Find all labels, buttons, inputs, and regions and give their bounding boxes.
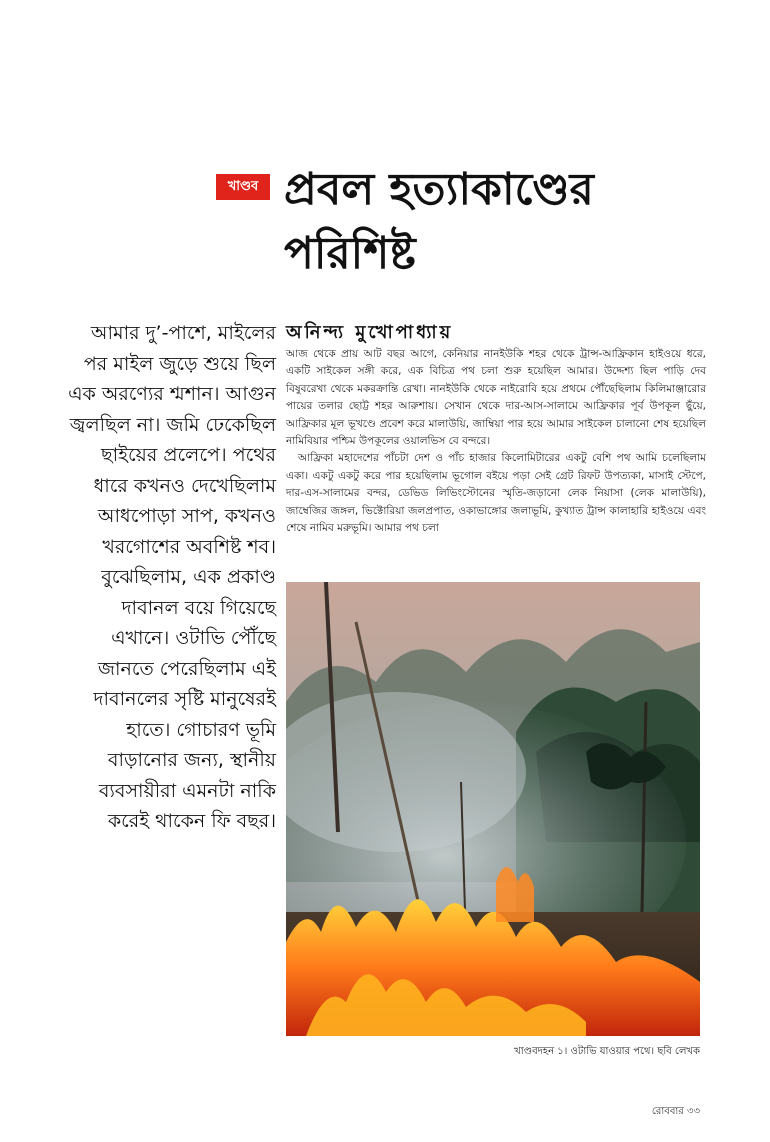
body-paragraph-2: আফ্রিকা মহাদেশের পাঁচটা দেশ ও পাঁচ হাজার কিলোমিটারের একটু বেশি পথ আমি চলেছিলাম একা। একটু একটু করে পার হয়েছিলাম ভূগোল বইয়ে পড়া সেই গ্রেট রিফট উপত্যকা, মাসাই স্টেপে, দার-এস-সালামের বন্দর, ডেভিড লিভিংস্টোনের স্মৃতি-জড়ানো লেক নিয়াসা (লেক মালাউয়ি), জাম্বেজির জঙ্গল, ভিক্টোরিয়া জলপ্রপাত, ওকাভাঙ্গোর জলাভূমি, কুখ্যাত ট্রান্স কালাহারি হাইওয়ে এবং শেষে নামিব মরুভূমি। আমার পথ চলা bbox=[286, 452, 706, 535]
section-tag: খাণ্ডব bbox=[216, 174, 270, 200]
photo-caption: খাণ্ডবদহন ১। ওটাভি যাওয়ার পথে। ছবি লেখক bbox=[514, 1046, 700, 1057]
forest-fire-illustration bbox=[286, 582, 700, 1036]
article-body bbox=[286, 346, 706, 537]
pull-quote-text: আমার দু’-পাশে, মাইলের পর মাইল জুড়ে শুয়ে ছিল এক অরণ্যের শ্মশান। আগুন জ্বলছিল না। জমি ঢেকেছিল ছাইয়ের প্রলেপে। পথের ধারে কখনও দেখেছিলাম আধপোড়া সাপ, কখনও খরগোশের অবশিষ্ট শব। বুঝেছিলাম, এক প্রকাণ্ড দাবানল বয়ে গিয়েছে এখানে। ওটাভি পৌঁছে জানতে পেরেছিলাম এই দাবানলের সৃষ্টি মানুষেরই হাতে। গোচারণ ভূমি বাড়ানোর জন্য, স্থানীয় ব্যবসায়ীরা এমনটা নাকি করেই থাকেন ফি বছর। bbox=[68, 322, 276, 832]
headline: প্রবল হত্যাকাণ্ডের পরিশিষ্ট bbox=[284, 164, 594, 279]
byline: অনিন্দ্য মুখোপাধ্যায় bbox=[286, 322, 454, 343]
pull-quote bbox=[68, 318, 276, 837]
body-paragraph-1: আজ থেকে প্রায় আট বছর আগে, কেনিয়ার নানইউকি শহর থেকে ট্রান্স-আফ্রিকান হাইওয়ে ধরে, একটি সাইকেল সঙ্গী করে, এক বিচিত্র পথ চলা শুরু হয়েছিল আমার। উদ্দেশ্য ছিল পাড়ি দেব বিষুবরেখা থেকে মকরক্রান্তি রেখা। নানইউকি থেকে নাইরোবি হয়ে প্রথমে পৌঁছেছিলাম কিলিমাঞ্জারোর পায়ের তলার ছোট্ট শহর আরুশায়। সেখান থেকে দার-আস-সালামে আফ্রিকার পূর্ব উপকূল ছুঁয়ে, আফ্রিকার মূল ভূখণ্ডে প্রবেশ করে মালাউয়ি, জাম্বিয়া পার হয়ে আমার সাইকেল চালানো শেষ হয়েছিল নামিবিয়ার পশ্চিম উপকূলের ওয়ালভিস বে বন্দরে। bbox=[286, 348, 706, 448]
page-folio: রোববার ৩৩ bbox=[651, 1106, 700, 1117]
forest-fire-photo bbox=[286, 582, 700, 1036]
